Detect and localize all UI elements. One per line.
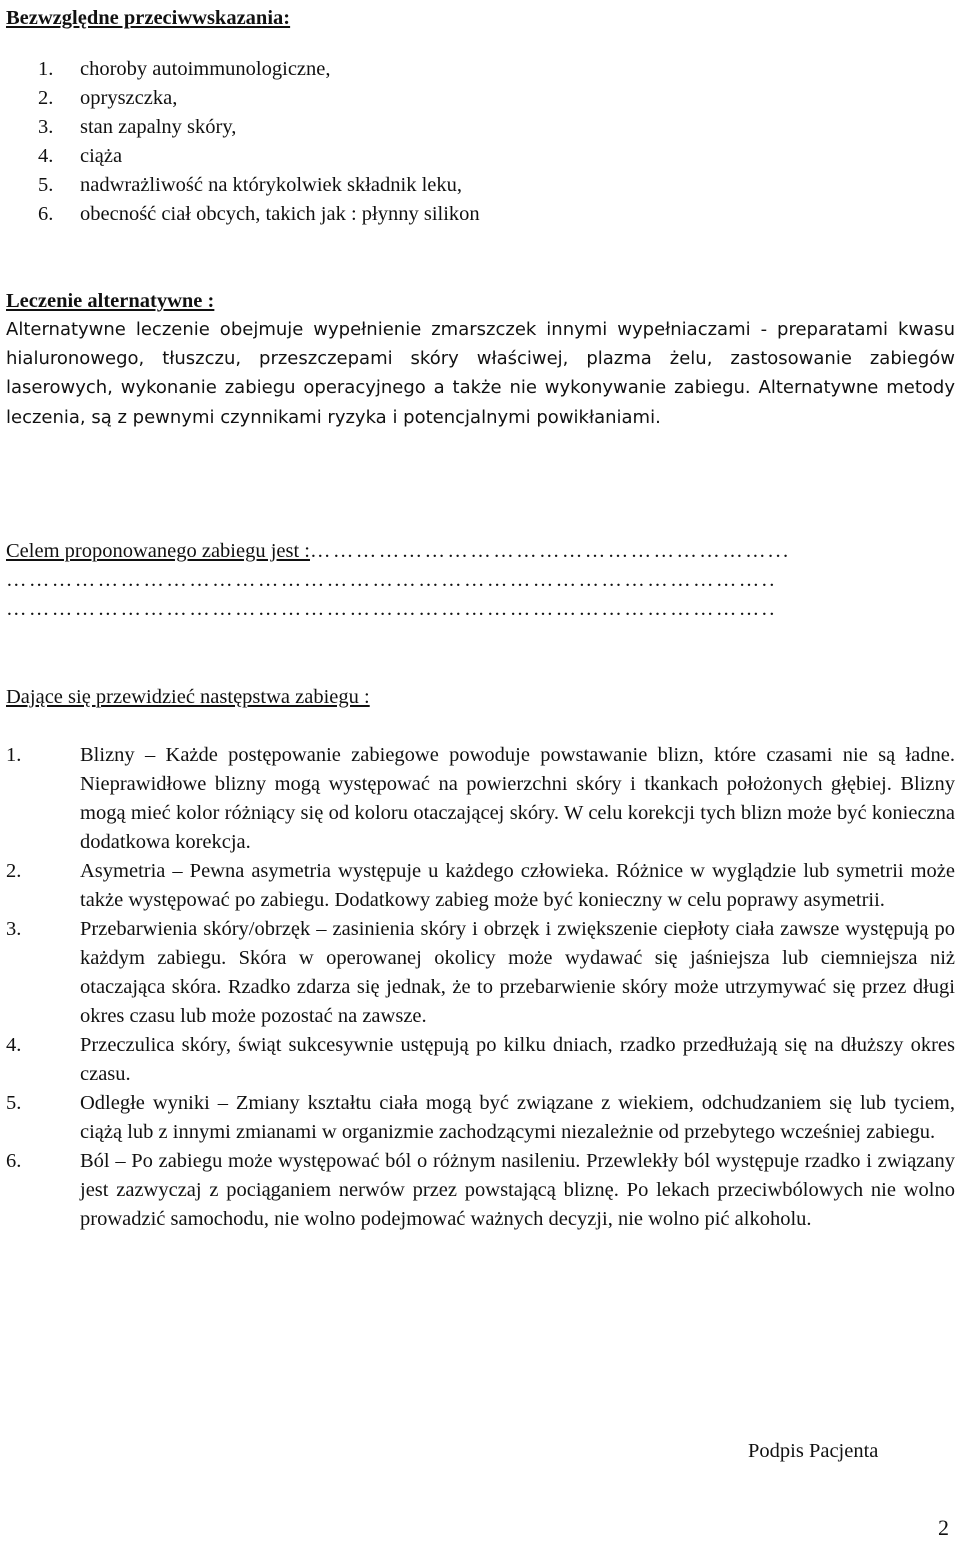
consequences-list <box>6 741 955 1234</box>
list-item <box>38 113 480 142</box>
procedure-goal-section <box>6 537 955 624</box>
goal-dots-2: ……………………………………………………………………………………….. <box>6 569 777 591</box>
list-number: 4. <box>38 145 54 167</box>
list-number: 6. <box>6 1150 22 1172</box>
list-item <box>6 915 955 1031</box>
list-number: 2. <box>6 860 22 882</box>
list-item <box>6 741 955 857</box>
contraindications-list <box>38 55 480 229</box>
list-number: 3. <box>6 918 22 940</box>
list-text: Blizny – Każde postępowanie zabiegowe powoduje powstawanie blizn, które czasami nie są ładne. Nieprawidłowe blizny mogą występować na powierzchni skóry i tkankach położonych głębiej. Blizny mogą mieć kolor różniący się od koloru otaczającej skóry. W celu korekcji tych blizn może być konieczna dodatkowa korekcja. <box>80 744 955 853</box>
goal-dots-1: ……………………………………………………... <box>310 540 791 562</box>
list-text: Asymetria – Pewna asymetria występuje u każdego człowieka. Różnice w wyglądzie lub symetrii może także występować po zabiegu. Dodatkowy zabieg może być konieczny w celu poprawy asymetrii. <box>80 860 955 911</box>
list-text: nadwrażliwość na którykolwiek składnik leku, <box>80 174 463 196</box>
list-item <box>38 55 480 84</box>
list-number: 5. <box>6 1092 22 1114</box>
list-number: 4. <box>6 1034 22 1056</box>
list-number: 2. <box>38 87 54 109</box>
contraindications-heading: Bezwzględne przeciwwskazania: <box>6 7 291 29</box>
patient-signature-label: Podpis Pacjenta <box>748 1440 879 1462</box>
consequences-heading: Dające się przewidzieć następstwa zabiegu : <box>6 686 370 708</box>
list-number: 5. <box>38 174 54 196</box>
alternative-treatment-heading: Leczenie alternatywne : <box>6 290 215 312</box>
list-text: ciąża <box>80 145 123 167</box>
list-item <box>38 142 480 171</box>
list-number: 1. <box>38 58 54 80</box>
list-text: stan zapalny skóry, <box>80 116 237 138</box>
list-text: Przeczulica skóry, świąt sukcesywnie ustępują po kilku dniach, rzadko przedłużają się na dłuższy okres czasu. <box>80 1034 955 1085</box>
list-item <box>6 1031 955 1089</box>
list-number: 3. <box>38 116 54 138</box>
list-item <box>6 1147 955 1234</box>
list-text: Przebarwienia skóry/obrzęk – zasinienia skóry i obrzęk i zwiększenie ciepłoty ciała zawsze występują po każdym zabiegu. Skóra w operowanej okolicy może wydawać się jaśniejsza lub ciemniejsza niż otaczająca skóra. Rzadko zdarza się jednak, że to przebarwienie skóry może utrzymywać się przez długi okres czasu lub może pozostać na zawsze. <box>80 918 955 1027</box>
list-item <box>6 1089 955 1147</box>
goal-dots-3: ……………………………………………………………………………………….. <box>6 598 777 620</box>
list-item <box>6 857 955 915</box>
list-item <box>38 84 480 113</box>
list-number: 1. <box>6 744 22 766</box>
alternative-treatment-paragraph: Alternatywne leczenie obejmuje wypełnienie zmarszczek innymi wypełniaczami - preparatami kwasu hialuronowego, tłuszczu, przeszczepami skóry właściwej, plazma żelu, zastosowanie zabiegów laserowych, wykonanie zabiegu operacyjnego a także nie wykonywanie zabiegu. Alternatywne metody leczenia, są z pewnymi czynnikami ryzyka i potencjalnymi powikłaniami. <box>6 319 955 428</box>
goal-line-1 <box>6 537 955 566</box>
list-item <box>38 171 480 200</box>
list-item <box>38 200 480 229</box>
goal-label: Celem proponowanego zabiegu jest : <box>6 540 310 562</box>
list-text: Odległe wyniki – Zmiany kształtu ciała mogą być związane z wiekiem, odchudzaniem się lub tyciem, ciążą lub z innymi zmianami w organizmie zachodzącymi niezależnie od przebytego wcześniej zabiegu. <box>80 1092 955 1143</box>
list-text: opryszczka, <box>80 87 178 109</box>
list-text: Ból – Po zabiegu może występować ból o różnym nasileniu. Przewlekły ból występuje rzadko i związany jest zazwyczaj z pociąganiem nerwów przez powstającą bliznę. Po lekach przeciwbólowych nie wolno prowadzić samochodu, nie wolno podejmować ważnych decyzji, nie wolno pić alkoholu. <box>80 1150 955 1230</box>
list-text: choroby autoimmunologiczne, <box>80 58 331 80</box>
page-number: 2 <box>938 1515 949 1540</box>
list-text: obecność ciał obcych, takich jak : płynny silikon <box>80 203 480 225</box>
list-number: 6. <box>38 203 54 225</box>
